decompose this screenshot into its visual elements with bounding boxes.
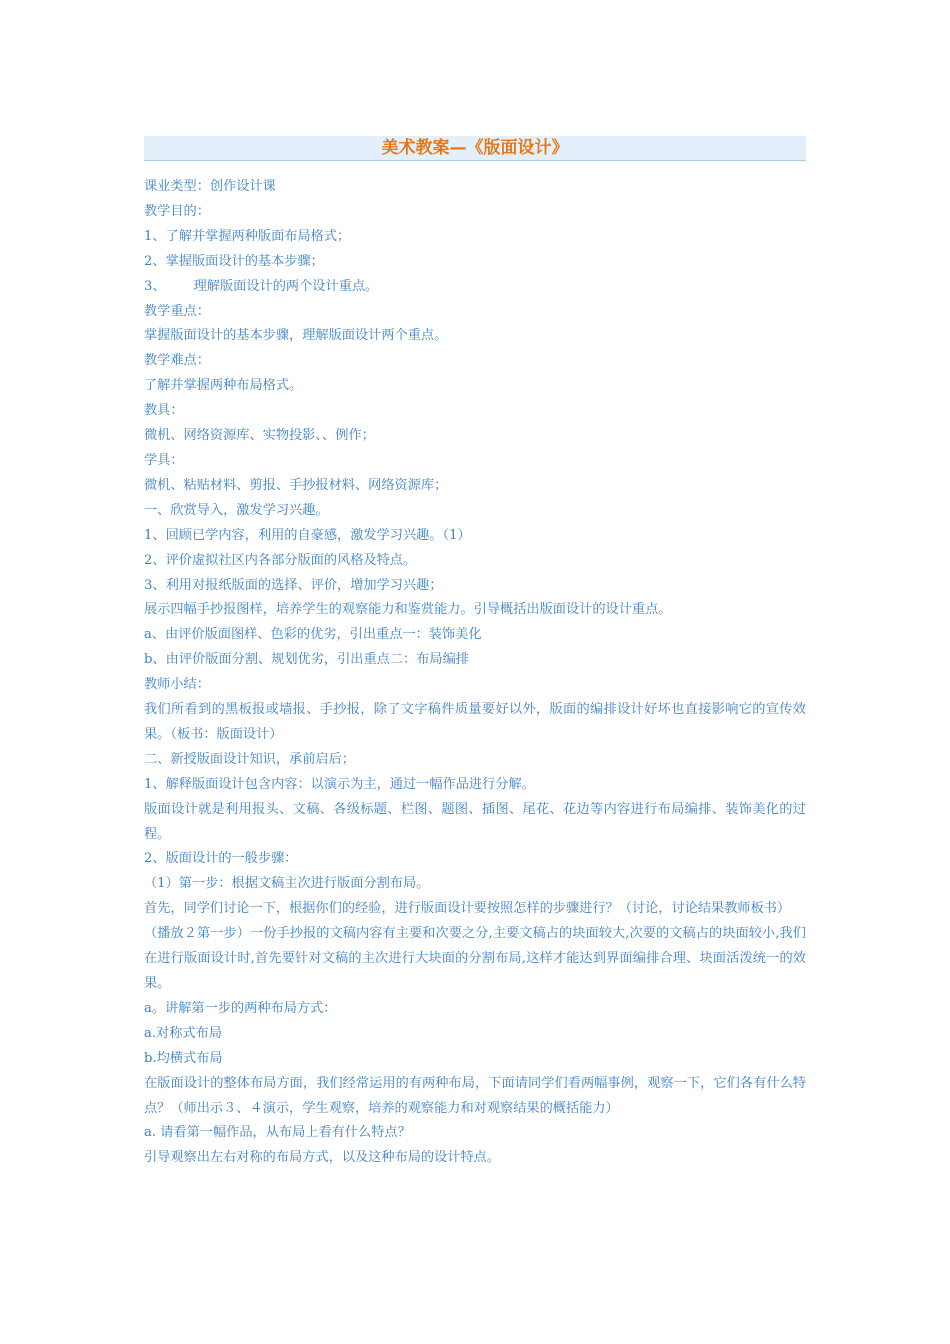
text-line [144, 275, 806, 300]
text-line: 课业类型：创作设计课 [144, 179, 276, 194]
text-line: 教具： [144, 403, 184, 419]
document-body [144, 175, 806, 1171]
text-paragraph: 版面设计就是利用报头、文稿、各级标题、栏图、题图、插图、尾花、花边等内容进行布局编排、装饰美化的过程。 [144, 801, 806, 842]
text-line: 学具： [144, 452, 184, 468]
text-line: 二、新授版面设计知识，承前启后； [144, 751, 355, 767]
text-line: 了解并掌握两种布局格式。 [144, 378, 303, 394]
text-paragraph: 首先，同学们讨论一下，根据你们的经验，进行版面设计要按照怎样的步骤进行？（讨论，讨论结果教师板书） [144, 901, 791, 917]
text-line: 1、解释版面设计包含内容：以演示为主，通过一幅作品进行分解。 [144, 776, 535, 792]
text-line: b.均横式布局 [144, 1050, 223, 1066]
text-line: 教学目的： [144, 203, 210, 219]
text-line: 掌握版面设计的基本步骤，理解版面设计两个重点。 [144, 328, 448, 344]
text-line: 教学重点： [144, 303, 210, 319]
text-line: 教学难点： [144, 353, 210, 369]
text-line: 1、了解并掌握两种版面布局格式； [144, 228, 351, 244]
text-line: 2、评价虚拟社区内各部分版面的风格及特点。 [144, 552, 417, 568]
text-paragraph: 在版面设计的整体布局方面，我们经常运用的有两种布局，下面请同学们看两幅事例，观察一下，它们各有什么特点？（师出示３、４演示，学生观察，培养的观察能力和对观察结果的概括能力） [144, 1075, 806, 1116]
text-line: a、由评价版面图样、色彩的优劣，引出重点一：装饰美化 [144, 627, 482, 643]
document-title: 美术教案—《版面设计》 [144, 136, 806, 161]
text-line: 微机、网络资源库、实物投影、、例作； [144, 428, 375, 444]
document-page [144, 136, 806, 1171]
text-line: 1、回顾已学内容，利用的自豪感，激发学习兴趣。（1） [144, 527, 471, 543]
list-number: 3、 [144, 278, 166, 294]
list-item-text: 理解版面设计的两个设计重点。 [193, 278, 379, 294]
text-line: 2、版面设计的一般步骤： [144, 851, 298, 867]
text-line: （1）第一步：根据文稿主次进行版面分割布局。 [144, 876, 430, 892]
text-line: 2、掌握版面设计的基本步骤； [144, 253, 324, 269]
text-line: 展示四幅手抄报图样，培养学生的观察能力和鉴赏能力。引导概括出版面设计的设计重点。 [144, 602, 672, 618]
text-paragraph: 我们所看到的黑板报或墙报、手抄报，除了文字稿件质量要好以外，版面的编排设计好坏也直接影响它的宣传效果。（板书：版面设计） [144, 702, 806, 742]
text-line: 一、欣赏导入，激发学习兴趣。 [144, 502, 329, 518]
text-line: a.对称式布局 [144, 1025, 222, 1041]
text-line: b、由评价版面分割、规划优劣，引出重点二：布局编排 [144, 652, 469, 668]
text-line: 3、利用对报纸版面的选择、评价，增加学习兴趣； [144, 577, 443, 593]
text-line: a. 请看第一幅作品，从布局上看有什么特点？ [144, 1125, 411, 1141]
text-line: 微机、粘贴材料、剪报、手抄报材料、网络资源库； [144, 477, 448, 493]
text-line: 教师小结： [144, 677, 210, 693]
text-paragraph: （播放２第一步）一份手抄报的文稿内容有主要和次要之分,主要文稿占的块面较大,次要的文稿占的块面较小,我们在进行版面设计时,首先要针对文稿的主次进行大块面的分割布局,这样才能达到界面编排合理、块面活泼统一的效果。 [144, 926, 806, 991]
text-line: 引导观察出左右对称的布局方式，以及这种布局的设计特点。 [144, 1150, 501, 1166]
text-line: a。讲解第一步的两种布局方式： [144, 1000, 337, 1016]
